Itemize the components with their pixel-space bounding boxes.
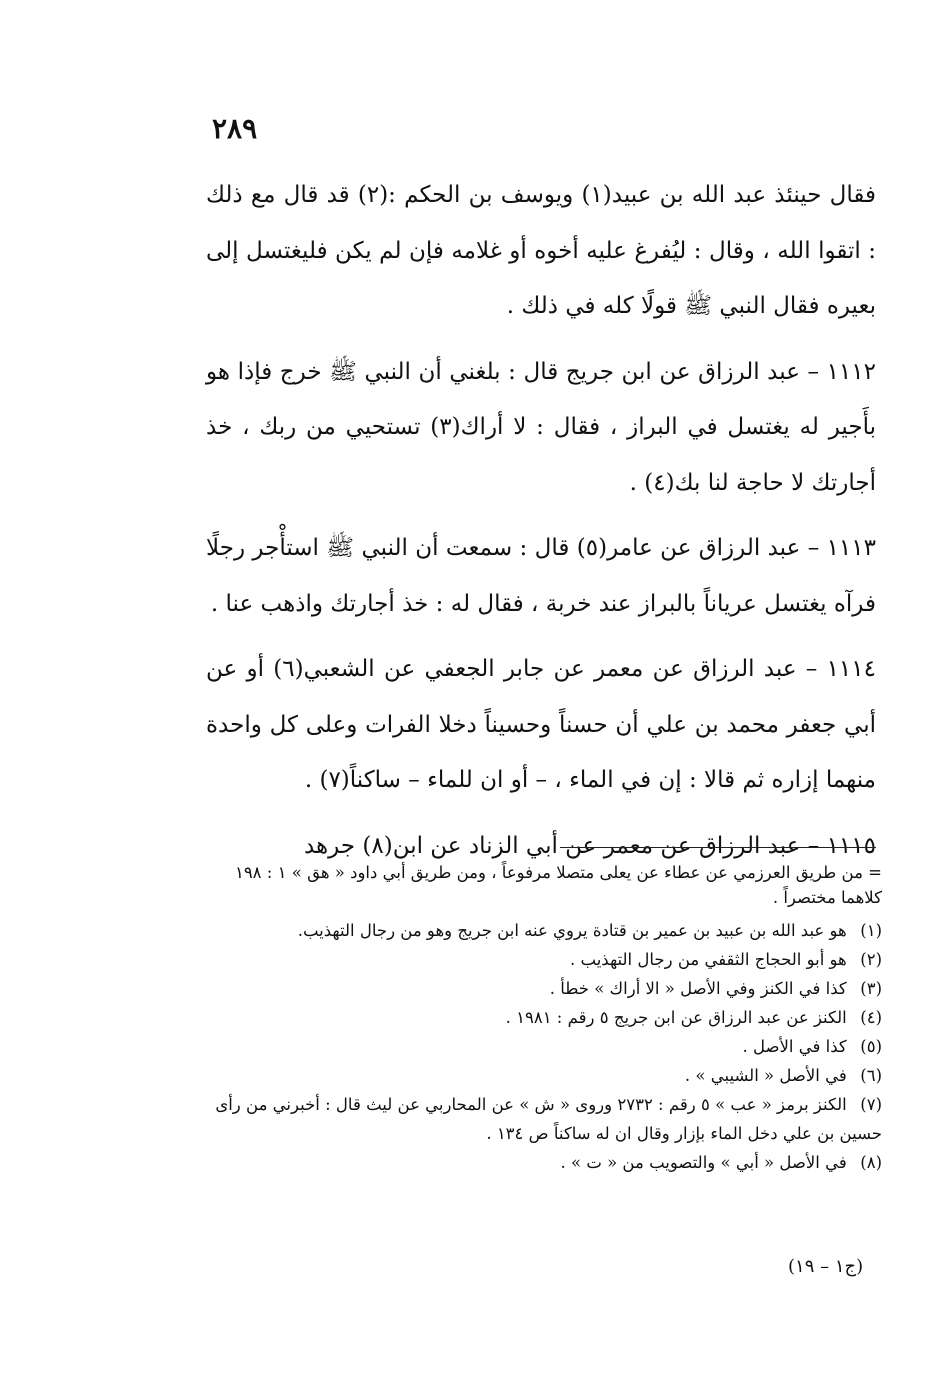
paragraph-1114: ١١١٤ – عبد الرزاق عن معمر عن جابر الجعفي عن الشعبي(٦) أو عن أبي جعفر محمد بن علي أن حسناً وحسيناً دخلا الفرات وعلى كل واحدة منهما إزاره ثم قالا : إن في الماء ، – أو ان للماء – ساكناً(٧) . xyxy=(206,656,876,793)
footnote-text: في الأصل « الشيبي » . xyxy=(684,1066,847,1085)
footnotes xyxy=(206,860,882,1177)
footnote-separator xyxy=(560,847,876,848)
paragraph-1113: ١١١٣ – عبد الرزاق عن عامر(٥) قال : سمعت أن النبي ﷺ استأْجر رجلًا فرآه يغتسل عرياناً بالبراز عند خربة ، فقال له : خذ أجارتك واذهب عنا . xyxy=(206,535,876,617)
footnote-text: هو أبو الحجاج الثقفي من رجال التهذيب . xyxy=(570,950,847,969)
volume-signature: (ج١ – ١٩) xyxy=(788,1256,864,1277)
footnote-number: (٣) xyxy=(860,979,882,998)
footnote-text: كذا في الأصل . xyxy=(742,1037,847,1056)
footnote-continuation: = من طريق العرزمي عن عطاء عن يعلى متصلا مرفوعاً ، ومن طريق أبي داود « هق » ١ : ١٩٨ كلاهما مختصراً . xyxy=(234,863,882,907)
page-number: ٢٨٩ xyxy=(212,112,258,145)
footnote-number: (٢) xyxy=(860,950,882,969)
footnote-1 xyxy=(206,916,882,945)
footnote-2 xyxy=(206,945,882,974)
paragraph-1: فقال حينئذ عبد الله بن عبيد(١) ويوسف بن الحكم :(٢) قد قال مع ذلك : اتقوا الله ، وقال : ليُفرغ عليه أخوه أو غلامه فإن لم يكن فليغتسل إلى بعيره فقال النبي ﷺ قولًا كله في ذلك . xyxy=(206,182,876,319)
paragraph-1115: ١١١٥ – عبد الرزاق عن معمر عن أبي الزناد عن ابن(٨) جرهد xyxy=(303,832,876,859)
footnote-number: (١) xyxy=(860,921,882,940)
footnote-text: هو عبد الله بن عبيد بن عمير بن قتادة يروي عنه ابن جريج وهو من رجال التهذيب. xyxy=(297,921,847,940)
footnote-number: (٦) xyxy=(860,1066,882,1085)
footnote-3 xyxy=(206,974,882,1003)
footnote-number: (٨) xyxy=(860,1153,882,1172)
footnote-text: كذا في الكنز وفي الأصل « الا أراك » خطأ . xyxy=(549,979,847,998)
footnote-number: (٧) xyxy=(860,1095,882,1114)
footnote-text: في الأصل « أبي » والتصويب من « ت » . xyxy=(560,1153,847,1172)
paragraph-1112: ١١١٢ – عبد الرزاق عن ابن جريج قال : بلغني أن النبي ﷺ خرج فإذا هو بأَجير له يغتسل في البراز ، فقال : لا أراك(٣) تستحيي من ربك ، خذ أجارتك لا حاجة لنا بك(٤) . xyxy=(206,358,877,496)
footnote-6 xyxy=(206,1061,882,1090)
main-text xyxy=(206,168,876,884)
footnote-number: (٤) xyxy=(860,1008,882,1027)
footnote-text: الكنز عن عبد الرزاق عن ابن جريج ٥ رقم : ١٩٨١ . xyxy=(505,1008,847,1027)
footnote-4 xyxy=(206,1003,882,1032)
footnote-5 xyxy=(206,1032,882,1061)
footnote-text: الكنز برمز « عب » ٥ رقم : ٢٧٣٢ وروى « ش » عن المحاربي عن ليث قال : أخبرني من رأى حسين بن علي دخل الماء بإزار وقال ان له ساكناً ص ١٣٤ . xyxy=(215,1095,882,1143)
footnote-number: (٥) xyxy=(860,1037,882,1056)
footnote-8 xyxy=(206,1148,882,1177)
footnote-7 xyxy=(206,1090,882,1148)
